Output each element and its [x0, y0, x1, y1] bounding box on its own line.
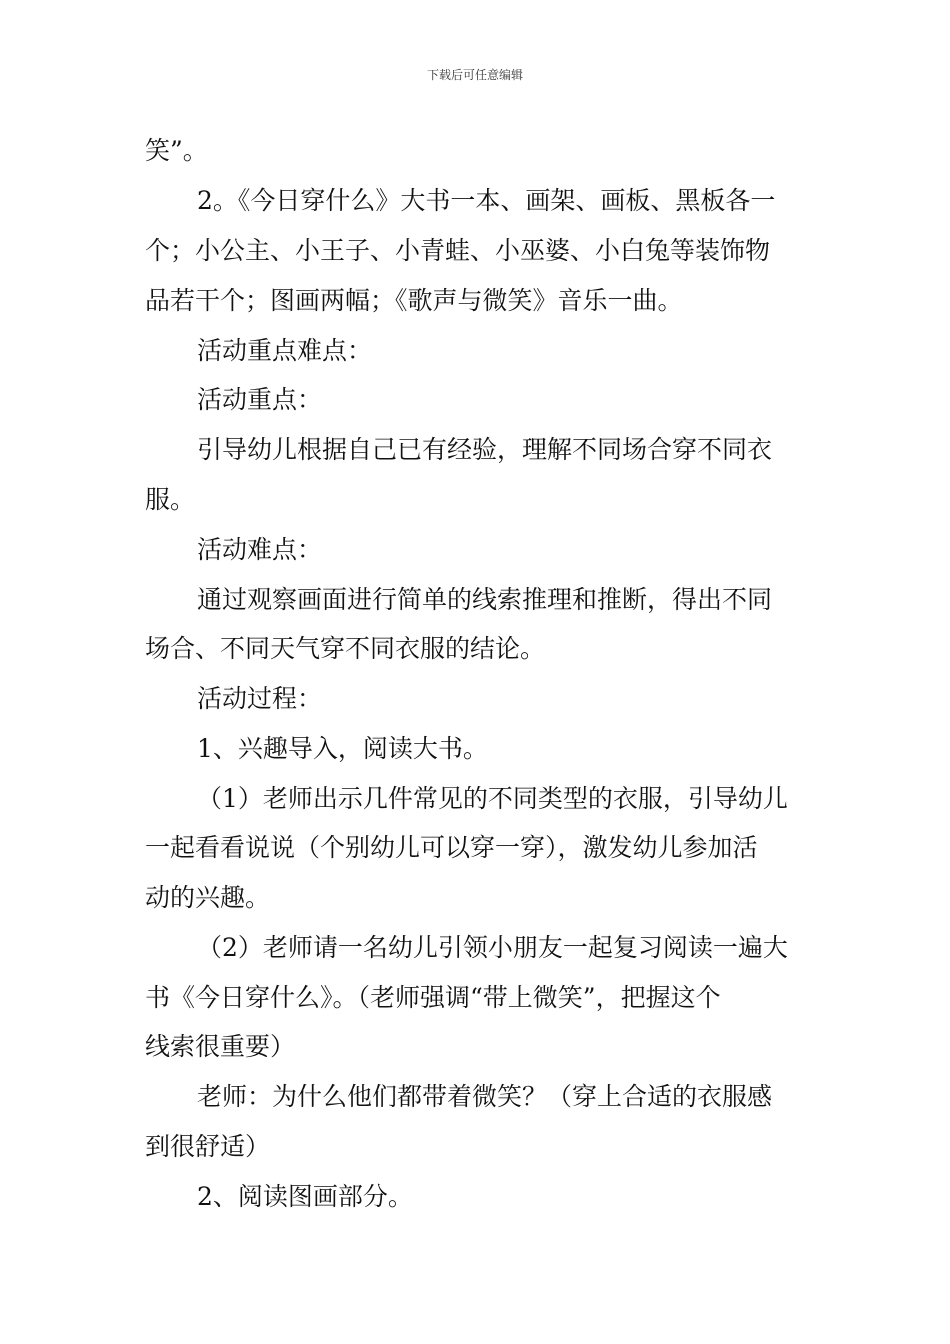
text-line: 服。	[145, 485, 196, 514]
text-line: 场合、不同天气穿不同衣服的结论。	[145, 634, 546, 663]
text-line: 线索很重要）	[145, 1032, 296, 1061]
text-line: 通过观察画面进行简单的线索推理和推断，得出不同	[197, 585, 773, 614]
section-heading: 活动难点：	[197, 535, 323, 564]
text-line: 品若干个；图画两幅；《歌声与微笑》音乐一曲。	[145, 286, 683, 315]
text-line: 动的兴趣。	[145, 883, 271, 912]
text-line: 笑”。	[145, 136, 208, 165]
text-line: 2、阅读图画部分。	[197, 1182, 413, 1211]
text-line: 2。《今日穿什么》大书一本、画架、画板、黑板各一	[197, 186, 776, 215]
text-line: 书《今日穿什么》。（老师强调“带上微笑”，把握这个	[145, 983, 721, 1012]
section-heading: 活动重点：	[197, 385, 323, 414]
text-line: 1、兴趣导入，阅读大书。	[197, 734, 488, 763]
section-heading: 活动重点难点：	[197, 336, 373, 365]
text-line: （2）老师请一名幼儿引领小朋友一起复习阅读一遍大	[197, 933, 788, 962]
page-header: 下载后可任意编辑	[426, 68, 523, 82]
text-line: 一起看看说说（个别幼儿可以穿一穿），激发幼儿参加活	[145, 833, 758, 862]
text-line: 老师：为什么他们都带着微笑？（穿上合适的衣服感	[197, 1082, 773, 1111]
text-line: 引导幼儿根据自己已有经验，理解不同场合穿不同衣	[197, 435, 773, 464]
text-line: 个；小公主、小王子、小青蛙、小巫婆、小白兔等装饰物	[145, 236, 771, 265]
text-line: 到很舒适）	[145, 1132, 271, 1161]
text-line: （1）老师出示几件常见的不同类型的衣服，引导幼儿	[197, 784, 788, 813]
section-heading: 活动过程：	[197, 684, 323, 713]
